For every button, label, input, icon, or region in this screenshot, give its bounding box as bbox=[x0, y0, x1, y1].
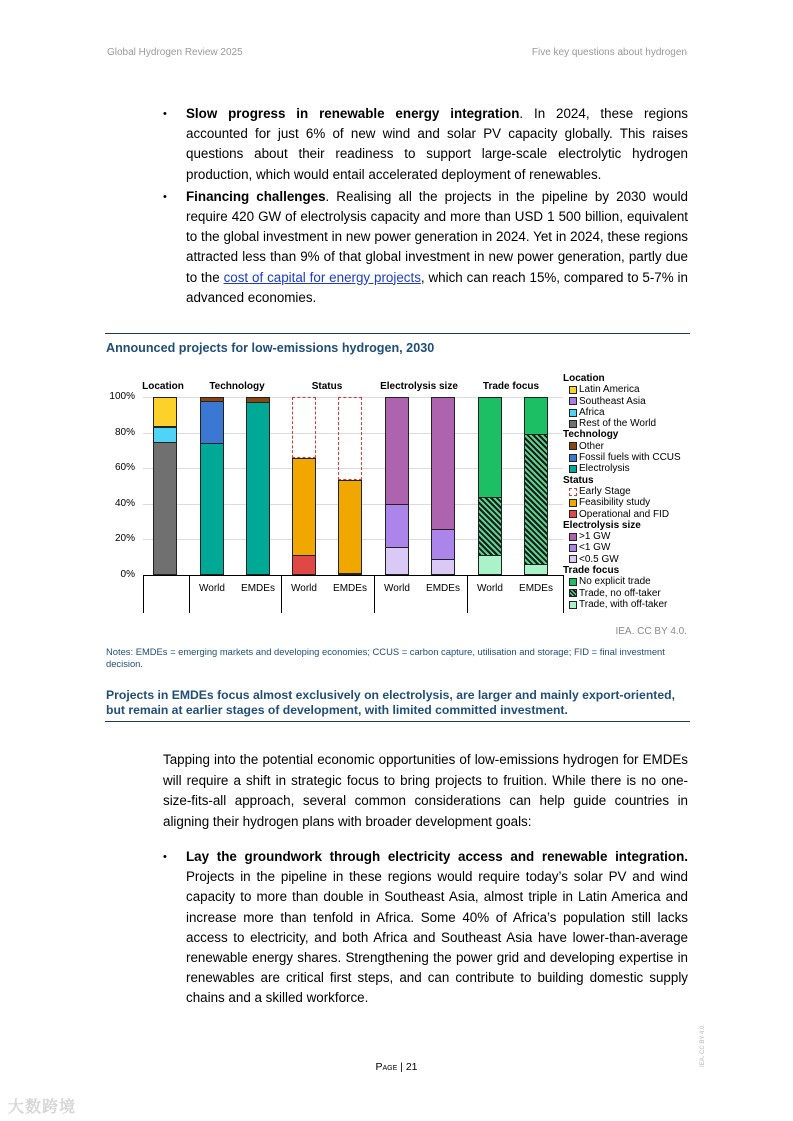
bullet-text: . In 2024, these regions accounted for just 6% of new wind and solar PV capacity globally. This raises questions about their readiness to support large-scale electrolytic hydrogen production, which would entail accelerated deployment of renewables. bbox=[186, 106, 688, 182]
bullet-lay-groundwork bbox=[163, 847, 688, 1009]
segment-no-explicit-trade bbox=[478, 397, 502, 497]
swatch-icon bbox=[569, 578, 577, 586]
legend-label: Africa bbox=[579, 406, 605, 418]
x-label-technology-world: World bbox=[199, 583, 225, 594]
segment-under-0-5gw bbox=[385, 547, 409, 575]
legend-heading-status: Status bbox=[563, 474, 594, 486]
segment-africa bbox=[153, 427, 177, 441]
segment-early-stage bbox=[338, 397, 362, 480]
swatch-icon bbox=[569, 420, 577, 428]
bullet-heading: Lay the groundwork through electricity access and renewable integration. bbox=[186, 849, 688, 864]
stacked-bar-chart bbox=[105, 370, 695, 620]
legend-item-under-0-5gw bbox=[563, 554, 703, 565]
segment-trade-no-offtaker bbox=[524, 434, 548, 564]
legend-item-early-stage bbox=[563, 486, 703, 497]
segment-electrolysis bbox=[246, 402, 270, 575]
segment-fossil-ccus bbox=[200, 401, 224, 444]
figure-title: Announced projects for low-emissions hydrogen, 2030 bbox=[106, 341, 435, 355]
bar-technology-world bbox=[200, 397, 224, 575]
legend-heading-technology: Technology bbox=[563, 429, 619, 441]
bullet-heading: Financing challenges bbox=[186, 188, 326, 204]
legend-item-over-1gw bbox=[563, 531, 703, 542]
page-number bbox=[0, 1061, 793, 1073]
x-label-status-world: World bbox=[291, 583, 317, 594]
segment-rest-of-world bbox=[153, 442, 177, 576]
swatch-icon bbox=[569, 397, 577, 405]
y-tick-40: 40% bbox=[114, 498, 135, 509]
page-number-value: 21 bbox=[405, 1061, 418, 1073]
swatch-icon bbox=[569, 442, 577, 450]
figure-notes: Notes: EMDEs = emerging markets and developing economies; CCUS = carbon capture, utilisation and storage; FID = final investment decision. bbox=[106, 646, 665, 669]
legend-item-trade-no-offtaker bbox=[563, 588, 703, 599]
figure-bottom-rule bbox=[105, 721, 690, 722]
bullet-text: . Realising all the projects in the pipeline by 2030 would require 420 GW of electrolysis capacity and more than USD 1 500 billion, equivalent to the global investment in new power generation in 2024. Yet in 2024, these regions attracted less than 9% of that global investment in new power generation, partly due to the bbox=[186, 188, 688, 285]
swatch-icon bbox=[569, 555, 577, 563]
swatch-icon bbox=[569, 454, 577, 462]
x-axis-divider bbox=[374, 575, 375, 613]
legend-label: >1 GW bbox=[579, 531, 611, 543]
y-tick-0: 0% bbox=[120, 569, 135, 580]
segment-trade-with-offtaker bbox=[524, 564, 548, 575]
segment-feasibility-study bbox=[292, 458, 316, 556]
running-header-section: Five key questions about hydrogen bbox=[531, 47, 687, 58]
legend-label: Fossil fuels with CCUS bbox=[579, 452, 681, 464]
side-credit: IEA. CC BY 4.0. bbox=[700, 1024, 706, 1067]
legend-label: Latin America bbox=[579, 384, 640, 396]
bullet-financing-challenges bbox=[163, 187, 688, 308]
cost-of-capital-link[interactable]: cost of capital for energy projects bbox=[223, 269, 421, 285]
legend-label: Electrolysis bbox=[579, 463, 630, 475]
page-separator: | bbox=[397, 1061, 406, 1073]
bar-technology-emdes bbox=[246, 397, 270, 575]
figure-takeaway: Projects in EMDEs focus almost exclusively on electrolysis, are larger and mainly export-oriented, but remain at earlier stages of development, with limited committed investment. bbox=[106, 688, 675, 717]
x-label-trade-world: World bbox=[477, 583, 503, 594]
bullet-text: , which can reach 15%, compared to 5-7% in advanced economies. bbox=[186, 269, 688, 305]
swatch-icon bbox=[569, 465, 577, 473]
group-label-location: Location bbox=[142, 381, 184, 392]
swatch-icon bbox=[569, 544, 577, 552]
legend-label: Trade, no off-taker bbox=[579, 587, 661, 599]
group-label-technology: Technology bbox=[209, 381, 265, 392]
segment-over-1gw bbox=[431, 397, 455, 529]
segment-no-explicit-trade bbox=[524, 397, 548, 434]
swatch-icon bbox=[569, 510, 577, 518]
x-label-electrolysis-world: World bbox=[384, 583, 410, 594]
figure-source: IEA. CC BY 4.0. bbox=[615, 626, 687, 637]
segment-under-1gw bbox=[431, 529, 455, 559]
y-tick-100: 100% bbox=[109, 391, 135, 402]
bar-electrolysis-world bbox=[385, 397, 409, 575]
legend-item-feasibility-study bbox=[563, 497, 703, 508]
legend-item-latin-america bbox=[563, 384, 703, 395]
top-bullet-list bbox=[163, 104, 688, 310]
segment-latin-america bbox=[153, 397, 177, 425]
legend-label: No explicit trade bbox=[579, 576, 651, 588]
swatch-icon bbox=[569, 499, 577, 507]
group-label-trade-focus: Trade focus bbox=[482, 381, 540, 392]
bar-electrolysis-emdes bbox=[431, 397, 455, 575]
figure-top-rule bbox=[105, 333, 690, 334]
swatch-icon bbox=[569, 601, 577, 609]
x-axis bbox=[143, 575, 563, 576]
bar-trade-emdes bbox=[524, 397, 548, 575]
x-label-technology-emdes: EMDEs bbox=[241, 583, 275, 594]
segment-early-stage bbox=[292, 397, 316, 458]
segment-electrolysis bbox=[200, 443, 224, 575]
bar-status-emdes bbox=[338, 397, 362, 575]
segment-trade-no-offtaker bbox=[478, 497, 502, 556]
x-label-electrolysis-emdes: EMDEs bbox=[426, 583, 460, 594]
x-label-status-emdes: EMDEs bbox=[333, 583, 367, 594]
legend-label: Southeast Asia bbox=[579, 395, 646, 407]
watermark-logo: 大数跨境 bbox=[8, 1099, 77, 1116]
bar-status-world bbox=[292, 397, 316, 575]
legend-heading-electrolysis-size: Electrolysis size bbox=[563, 519, 641, 531]
bar-trade-world bbox=[478, 397, 502, 575]
swatch-icon bbox=[569, 386, 577, 394]
x-axis-divider bbox=[189, 575, 190, 613]
segment-under-0-5gw bbox=[431, 559, 455, 575]
running-header-title: Global Hydrogen Review 2025 bbox=[107, 47, 243, 58]
legend-item-operational-fid bbox=[563, 509, 703, 520]
legend-label: Operational and FID bbox=[579, 508, 670, 520]
legend-item-under-1gw bbox=[563, 542, 703, 553]
legend-item-rest-of-world bbox=[563, 418, 703, 429]
hatched-swatch-icon bbox=[569, 589, 577, 597]
legend-label: <1 GW bbox=[579, 542, 611, 554]
legend-label: Trade, with off-taker bbox=[579, 598, 668, 610]
swatch-icon bbox=[569, 409, 577, 417]
y-tick-20: 20% bbox=[114, 533, 135, 544]
swatch-icon bbox=[569, 533, 577, 541]
legend-label: Rest of the World bbox=[579, 418, 657, 430]
bar-location bbox=[153, 397, 177, 575]
legend-label: <0.5 GW bbox=[579, 553, 619, 565]
x-label-trade-emdes: EMDEs bbox=[519, 583, 553, 594]
x-axis-divider bbox=[467, 575, 468, 613]
y-tick-80: 80% bbox=[114, 427, 135, 438]
legend-heading-trade-focus: Trade focus bbox=[563, 565, 620, 577]
legend-label: Feasibility study bbox=[579, 497, 651, 509]
group-label-electrolysis-size: Electrolysis size bbox=[380, 381, 458, 392]
y-tick-60: 60% bbox=[114, 462, 135, 473]
bullet-heading: Slow progress in renewable energy integration bbox=[186, 106, 520, 121]
legend-item-trade-with-offtaker bbox=[563, 599, 703, 610]
segment-operational-fid bbox=[292, 555, 316, 575]
legend-item-no-explicit-trade bbox=[563, 576, 703, 587]
bullet-renewable-integration bbox=[163, 104, 688, 185]
x-axis-divider bbox=[143, 575, 144, 613]
bottom-bullet-list bbox=[163, 847, 688, 1011]
segment-over-1gw bbox=[385, 397, 409, 504]
legend-heading-location: Location bbox=[563, 373, 605, 384]
dashed-swatch-icon bbox=[569, 488, 577, 496]
x-axis-divider bbox=[281, 575, 282, 613]
bullet-text: Projects in the pipeline in these regions would require today’s solar PV and wind capacity to more than double in Southeast Asia, almost triple in Latin America and increase more than tenfold in Africa. Some 40% of Africa’s population still lacks access to electricity, and both Africa and Southeast Asia have lower-than-average renewable energy shares. Strengthening the power grid and developing expertise in renewables are critical first steps, and can contribute to building domestic supply chains and a skilled workforce. bbox=[186, 869, 688, 1006]
legend-item-electrolysis bbox=[563, 463, 703, 474]
page-label: Page bbox=[375, 1061, 398, 1073]
legend-item-fossil-ccus bbox=[563, 452, 703, 463]
segment-feasibility-study bbox=[338, 480, 362, 573]
legend-label: Other bbox=[579, 440, 605, 452]
segment-under-1gw bbox=[385, 504, 409, 547]
legend-item-africa bbox=[563, 407, 703, 418]
body-paragraph: Tapping into the potential economic opportunities of low-emissions hydrogen for EMDEs will require a shift in strategic focus to bring projects to fruition. While there is no one-size-fits-all approach, several common considerations can help guide countries in aligning their hydrogen plans with broader development goals: bbox=[163, 752, 688, 829]
segment-trade-with-offtaker bbox=[478, 555, 502, 575]
legend-label: Early Stage bbox=[579, 485, 631, 497]
group-label-status: Status bbox=[311, 381, 343, 392]
legend-item-southeast-asia bbox=[563, 396, 703, 407]
legend-item-other bbox=[563, 441, 703, 452]
chart-legend bbox=[563, 373, 703, 610]
